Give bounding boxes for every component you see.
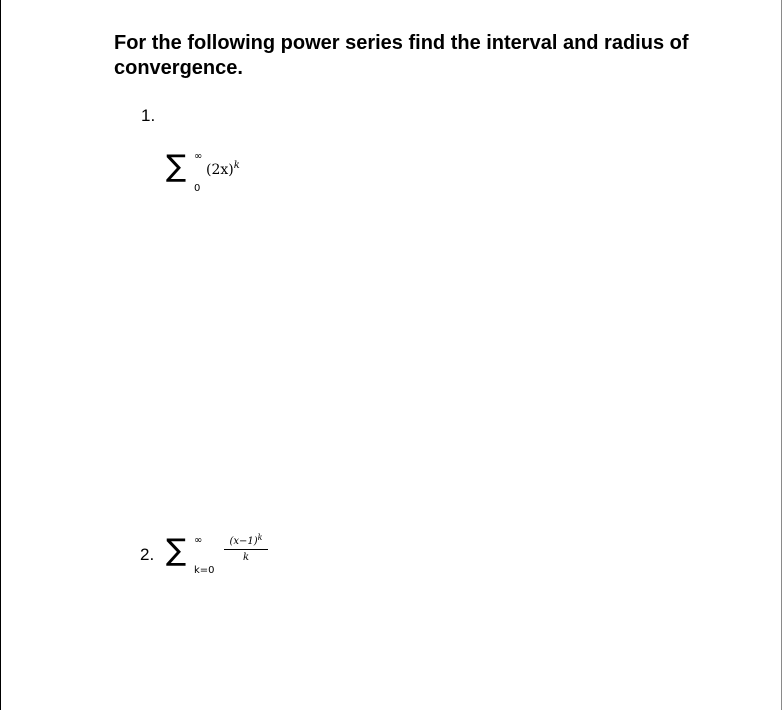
lower-limit: k=0 [194, 565, 215, 576]
fraction-denominator: k [242, 552, 250, 563]
lower-limit: 0 [194, 183, 201, 194]
summation-symbol: ∑ [166, 533, 187, 568]
page-left-border [0, 0, 1, 710]
term-exponent: k [233, 160, 240, 171]
fraction-numerator [224, 533, 268, 548]
problem-1-number: 1. [141, 106, 156, 125]
summation-symbol: ∑ [166, 149, 187, 184]
series-fraction [224, 533, 268, 564]
fraction-bar [224, 549, 268, 550]
problem-heading: For the following power series find the interval and radius of convergence. [114, 32, 689, 79]
upper-limit: ∞ [194, 535, 203, 546]
term-base: (2x) [206, 162, 234, 178]
series-term [206, 162, 240, 180]
numerator-base: (x−1) [229, 536, 258, 547]
upper-limit: ∞ [194, 151, 203, 162]
problem-2-number: 2. [140, 545, 155, 564]
problem-2-series [166, 530, 286, 590]
numerator-exponent: k [257, 533, 263, 542]
problem-1-series [166, 146, 286, 206]
